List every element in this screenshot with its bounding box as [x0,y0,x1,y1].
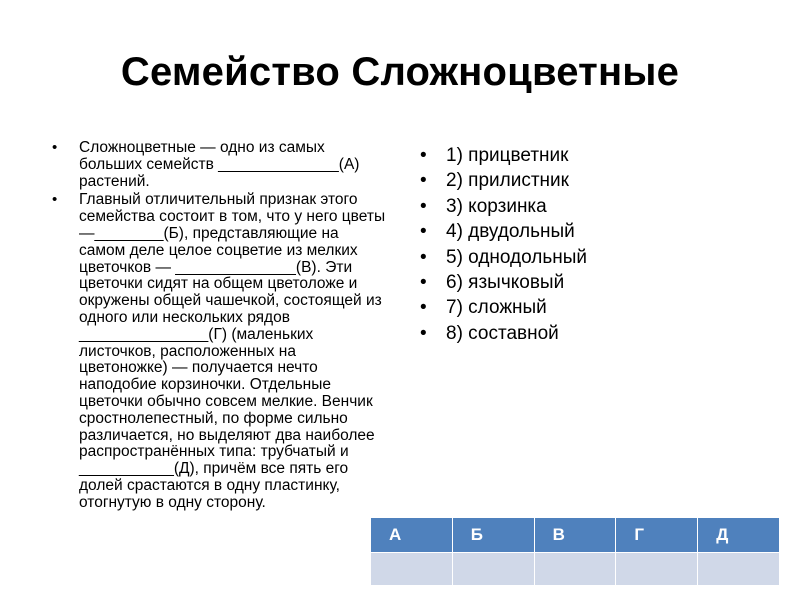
answer-column-header: Д [698,518,780,553]
bullet-icon: • [420,246,427,268]
question-paragraph-text: Главный отличительный признак этого семейства состоит в том, что у него цветы —________(Б), представляющие на самом деле целое соцветие из мелких цветочков — ______________(В). Эти цветочки сидят на общем цветоложе и окружены общей чашечкой, состоящей из одного или нескольких рядов _______________(Г) (маленьких листочков, расположенных на цветоножке) — получается нечто наподобие корзиночки. Отдельные цветочки обычно совсем мелкие. Венчик сростнолепестный, по форме сильно различается, но выделяют два наиболее распространённых типа: трубчатый и ___________(Д), причём все пять его долей срастаются в одну пластинку, отогнутую в одну сторону. [79,191,386,511]
option-item [420,270,750,295]
option-label: 1) прицветник [446,145,569,166]
option-label: 6) язычковый [446,272,565,294]
option-label: 7) сложный [446,297,547,319]
answer-cell[interactable] [616,553,698,586]
option-label: 8) составной [446,322,559,344]
answer-cell[interactable] [534,553,616,586]
question-text-list [52,140,388,514]
question-paragraph [52,140,388,190]
answer-column-header: Г [616,518,698,553]
answer-cell[interactable] [452,553,534,586]
option-label: 4) двудольный [446,221,575,243]
bullet-icon: • [420,195,427,217]
option-label: 3) корзинка [446,195,547,217]
option-label: 5) однодольный [446,246,588,268]
answer-table-header-row [371,518,780,553]
bullet-icon: • [420,322,427,344]
answer-cell[interactable] [698,553,780,586]
answer-column-header: Б [452,518,534,553]
bullet-icon: • [52,191,58,209]
option-item [420,168,750,193]
answer-column-header: А [371,518,453,553]
option-item [420,245,750,270]
options-list [420,143,750,346]
bullet-icon: • [420,297,427,319]
option-item [420,295,750,320]
question-paragraph [52,192,388,511]
question-paragraph-text: Сложноцветные — одно из самых больших семейств ______________(А) растений. [79,139,360,190]
option-item [420,194,750,219]
answer-table [370,517,780,586]
bullet-icon: • [420,145,427,166]
bullet-icon: • [420,272,427,294]
slide-title: Семейство Сложноцветные [120,50,680,94]
bullet-icon: • [52,139,58,156]
option-item [420,219,750,244]
bullet-icon: • [420,170,427,192]
option-item [420,321,750,346]
answer-column-header: В [534,518,616,553]
option-item [420,143,750,168]
answer-cell[interactable] [371,553,453,586]
answer-table-row [371,553,780,586]
bullet-icon: • [420,221,427,243]
option-label: 2) прилистник [446,170,569,192]
